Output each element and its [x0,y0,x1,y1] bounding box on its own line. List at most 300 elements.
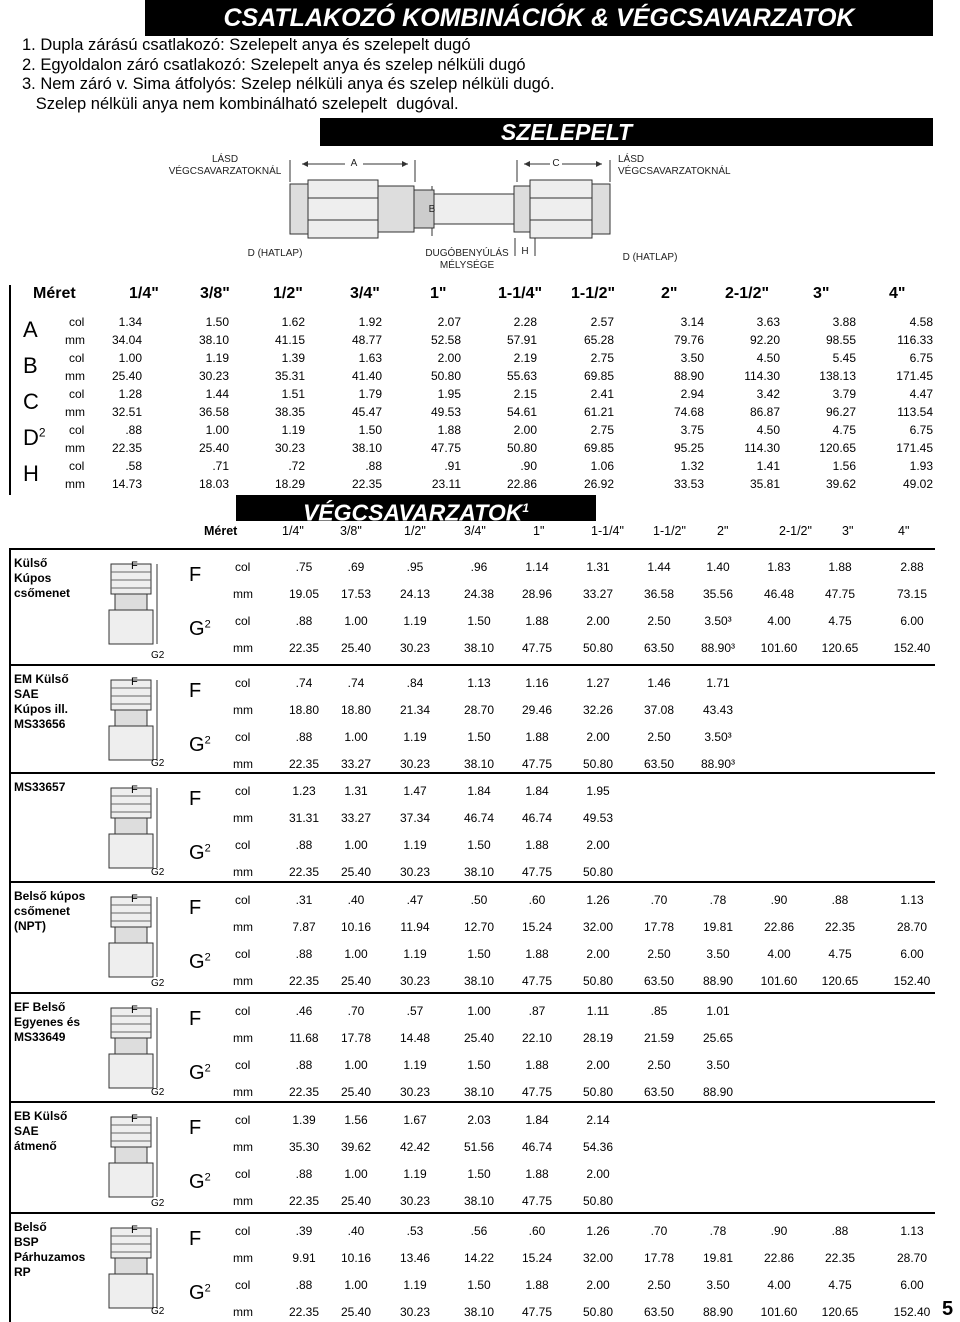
value-col: 1.11 [586,1004,610,1018]
value-mm: 22.35 [288,1194,320,1208]
value-mm: 38.10 [463,865,495,879]
d-hatlap-right-label: D (HATLAP) [622,252,678,263]
dim-b-label: B [428,204,436,215]
fitting-section [9,881,935,994]
value-mm: 63.50 [643,641,675,655]
row-letter-f: F [189,1117,202,1139]
value-mm: 39.62 [340,1140,372,1154]
row-letter-f: F [189,897,202,919]
value-col: 2.00 [586,1167,610,1181]
value-mm: 114.30 [744,369,780,383]
value-col: 1.26 [586,893,610,907]
value-col: 3.50 [706,1278,730,1292]
unit-mm: mm [233,1251,253,1265]
value-col: .88 [295,1167,313,1181]
value-mm: 50.80 [582,757,614,771]
value-col: 1.00 [344,838,368,852]
value-col: 1.13 [467,676,491,690]
value-col: 4.50 [756,351,780,365]
value-mm: 50.80 [430,369,461,383]
value-mm: 17.78 [340,1031,372,1045]
figure-part [115,594,147,610]
fitting-label: Külső Kúpos csőmenet [14,556,71,600]
row-letter-g: $G^2$ [189,734,211,756]
value-col: 4.50 [756,423,780,437]
value-col: 2.14 [586,1113,610,1127]
value-col: .88 [831,893,849,907]
value-col: 2.57 [590,315,614,329]
value-col: 1.84 [467,784,491,798]
intro-line: 1. Dupla zárású csatlakozó: Szelepelt anya és szelepelt dugó [22,36,471,54]
value-col: 1.19 [403,947,427,961]
size-header: 2-1/2" [725,285,770,302]
meret-label: Méret [204,524,238,538]
value-col: 1.13 [900,1224,924,1238]
value-mm: 46.74 [463,811,495,825]
value-mm: 33.27 [340,757,372,771]
size-header: 3/8" [200,285,230,302]
value-mm: 50.80 [506,441,537,455]
value-col: 3.50 [706,947,730,961]
value-mm: 38.10 [351,441,382,455]
value-mm: 18.03 [198,477,229,491]
intro-list [22,36,555,114]
value-mm: 41.40 [351,369,382,383]
value-mm: 95.25 [673,441,704,455]
value-mm: 32.51 [111,405,142,419]
row-letter-f: F [189,680,202,702]
value-col: 1.00 [344,730,368,744]
value-mm: 41.15 [274,333,305,347]
figure-part [109,726,153,760]
value-mm: 32.00 [582,920,614,934]
value-mm: 21.34 [399,703,431,717]
value-mm: 30.23 [399,1305,431,1319]
meret-label: Méret [33,285,76,302]
unit-col: col [235,614,251,628]
value-mm: 50.80 [582,865,614,879]
value-col: 4.00 [767,947,791,961]
lasd-left-label: LÁSD VÉGCSAVARZATOKNÁL [168,154,282,177]
value-col: 1.88 [525,947,549,961]
unit-col: col [69,423,85,437]
value-col: .70 [650,1224,668,1238]
value-mm: 38.35 [274,405,305,419]
value-mm: 24.13 [399,587,431,601]
value-col: 1.92 [358,315,382,329]
value-mm: 138.13 [819,369,856,383]
value-col: 1.27 [586,676,610,690]
figure-part [109,943,153,977]
value-mm: 28.70 [463,703,495,717]
value-mm: 34.04 [111,333,142,347]
value-mm: 47.75 [521,641,553,655]
value-col: 1.88 [525,1278,549,1292]
value-col: 2.50 [647,730,671,744]
value-col: 1.56 [832,459,856,473]
value-mm: 101.60 [760,1305,798,1319]
row-letter-g: $G^2$ [189,951,211,973]
value-col: 1.50 [205,315,229,329]
lasd-right-label: LÁSD VÉGCSAVARZATOKNÁL [618,154,731,177]
value-mm: 36.58 [198,405,229,419]
fitting-section [9,992,935,1103]
value-mm: 30.23 [274,441,305,455]
size-header: 1/2" [273,285,303,302]
value-col: 1.19 [403,614,427,628]
value-mm: 74.68 [673,405,704,419]
value-col: 1.23 [292,784,316,798]
value-col: .88 [365,459,382,473]
unit-mm: mm [65,441,85,455]
value-mm: 25.40 [340,1085,372,1099]
value-col: 3.88 [832,315,856,329]
value-col: 4.75 [828,947,852,961]
value-col: 2.50 [647,614,671,628]
value-col: .84 [406,676,424,690]
value-col: 1.83 [767,560,791,574]
value-col: 1.88 [525,1058,549,1072]
value-col: .40 [347,893,365,907]
value-col: 1.44 [647,560,671,574]
value-col: 2.00 [586,1058,610,1072]
value-mm: 73.15 [896,587,928,601]
size-header: 4" [889,285,906,302]
value-col: 1.00 [205,423,229,437]
size-header: 1-1/2" [571,285,616,302]
figure-part [115,710,147,726]
value-col: 1.67 [403,1113,427,1127]
unit-mm: mm [233,974,253,988]
value-mm: 61.21 [583,405,614,419]
value-col: .95 [406,560,424,574]
value-mm: 13.46 [399,1251,431,1265]
value-mm: 22.86 [506,477,537,491]
value-col: 1.00 [344,1278,368,1292]
unit-col: col [235,560,251,574]
size-header: 3/4" [464,524,486,538]
value-mm: 88.90³ [700,641,736,655]
value-mm: 63.50 [643,974,675,988]
value-mm: 30.23 [399,974,431,988]
value-col: 1.00 [344,614,368,628]
value-col: 3.50³ [704,730,732,744]
value-col: 1.26 [586,1224,610,1238]
size-header: 3/8" [340,524,362,538]
value-mm: 54.61 [506,405,537,419]
value-mm: 24.38 [463,587,495,601]
row-letter-b: B [23,353,38,378]
unit-col: col [235,730,251,744]
size-header: 2-1/2" [779,524,812,538]
value-col: .46 [295,1004,313,1018]
value-mm: 22.86 [763,1251,795,1265]
value-col: .74 [295,676,313,690]
size-header: 1-1/4" [591,524,624,538]
value-col: .90 [520,459,537,473]
value-col: .85 [650,1004,668,1018]
value-mm: 86.87 [749,405,780,419]
value-col: 1.31 [586,560,610,574]
value-mm: 25.40 [340,1194,372,1208]
value-mm: 22.35 [824,920,856,934]
size-header: 1/4" [129,285,159,302]
figure-label-f: F [131,1004,138,1016]
figure-label-g: G2 [151,867,165,878]
figure-part [109,1054,153,1088]
value-col: 1.28 [118,387,142,401]
value-mm: 114.30 [744,441,780,455]
value-mm: 92.20 [749,333,780,347]
unit-mm: mm [233,1085,253,1099]
value-mm: 50.80 [582,641,614,655]
value-mm: 63.50 [643,1305,675,1319]
value-mm: 10.16 [340,920,372,934]
value-col: .56 [470,1224,488,1238]
superscript: 2 [204,1171,211,1184]
value-mm: 23.11 [431,477,461,491]
superscript: 2 [38,425,46,440]
value-col: .88 [295,1278,313,1292]
unit-mm: mm [233,641,253,655]
value-col: 2.00 [513,423,537,437]
value-col: 2.00 [437,351,461,365]
value-col: .91 [444,459,461,473]
value-mm: 30.23 [399,641,431,655]
value-col: 1.95 [586,784,610,798]
value-col: 6.00 [900,947,924,961]
value-mm: 88.90 [702,1085,734,1099]
value-mm: 98.55 [825,333,856,347]
value-col: 1.63 [358,351,382,365]
value-col: 1.50 [358,423,382,437]
unit-col: col [235,1058,251,1072]
value-mm: 25.40 [198,441,229,455]
value-mm: 32.26 [582,703,614,717]
row-letter-g: $G^2$ [189,1171,211,1193]
figure-label-g: G2 [151,978,165,989]
figure-part [115,1038,147,1054]
value-col: 6.75 [909,351,933,365]
value-mm: 35.81 [749,477,780,491]
value-col: 1.50 [467,838,491,852]
figure-label-f: F [131,784,138,796]
value-col: 4.75 [832,423,856,437]
value-col: .72 [288,459,305,473]
row-letter-f: F [189,564,202,586]
intro-line: 3. Nem záró v. Sima átfolyós: Szelep nélküli anya és szelep nélküli dugó. [22,75,555,93]
value-col: 1.50 [467,1167,491,1181]
figure-part [109,834,153,868]
unit-mm: mm [65,477,85,491]
value-mm: 32.00 [582,1251,614,1265]
value-mm: 22.35 [288,1305,320,1319]
value-mm: 22.35 [351,477,382,491]
intro-line: 2. Egyoldalon záró csatlakozó: Szelepelt anya és szelep nélküli dugó [22,55,526,74]
value-col: 2.75 [590,423,614,437]
value-mm: 30.23 [198,369,229,383]
unit-col: col [235,893,251,907]
value-col: 1.32 [680,459,704,473]
value-col: 6.00 [900,614,924,628]
value-mm: 43.43 [702,703,734,717]
unit-mm: mm [233,865,253,879]
value-mm: 120.65 [819,441,856,455]
szelepelt-banner: SZELEPELT [320,118,933,146]
intro-line: Szelep nélküli anya nem kombinálható szelepelt dugóval. [22,94,459,113]
unit-col: col [69,459,85,473]
figure-label-g: G2 [151,1306,165,1317]
value-mm: 101.60 [760,641,798,655]
unit-col: col [235,1167,251,1181]
unit-mm: mm [65,369,85,383]
value-mm: 51.56 [463,1140,495,1154]
unit-col: col [235,676,251,690]
value-col: 1.00 [344,1167,368,1181]
value-col: 1.06 [590,459,614,473]
value-col: 2.00 [586,947,610,961]
value-col: .31 [295,893,313,907]
value-col: 1.39 [281,351,305,365]
row-letter-a: A [23,317,38,342]
row-letter-h: H [23,461,39,486]
value-col: .69 [347,560,365,574]
value-mm: 49.53 [582,811,614,825]
value-col: 1.88 [525,1167,549,1181]
figure-label-g: G2 [151,1198,165,1209]
value-mm: 35.56 [702,587,734,601]
value-col: 1.14 [525,560,549,574]
value-col: 1.47 [403,784,427,798]
value-col: 3.50 [706,1058,730,1072]
fitting-section [9,1101,935,1214]
row-letter-f: F [189,1228,202,1250]
value-mm: 38.10 [463,641,495,655]
value-mm: 63.50 [643,1085,675,1099]
value-mm: 36.58 [643,587,675,601]
value-col: 1.00 [467,1004,491,1018]
unit-mm: mm [233,1140,253,1154]
value-col: 1.46 [647,676,671,690]
size-header: 3" [842,524,854,538]
size-header: 1-1/4" [498,285,543,302]
row-letter-g: $G^2$ [189,842,211,864]
value-mm: 101.60 [760,974,798,988]
value-mm: 33.53 [673,477,704,491]
vegcsavarzatok-banner: VÉGCSAVARZATOK$^1$ [236,495,596,521]
size-header: 1/2" [404,524,426,538]
value-mm: 30.23 [399,757,431,771]
value-col: .40 [347,1224,365,1238]
unit-mm: mm [233,757,253,771]
value-col: 4.00 [767,1278,791,1292]
value-col: 2.03 [467,1113,491,1127]
value-col: 2.15 [513,387,537,401]
value-col: 1.88 [525,838,549,852]
fitting-section [9,772,935,883]
value-mm: 113.54 [897,405,933,419]
unit-mm: mm [233,920,253,934]
size-header: 1-1/2" [653,524,686,538]
row-letter-d: $D^2$ [23,425,46,450]
unit-col: col [69,315,85,329]
value-col: 2.88 [900,560,924,574]
value-mm: 17.53 [340,587,372,601]
value-col: .74 [347,676,365,690]
value-col: 1.88 [828,560,852,574]
superscript: 2 [204,842,211,855]
fitting-label: EB Külső SAE átmenő [14,1109,68,1153]
value-mm: 18.80 [288,703,320,717]
row-letter-g: $G^2$ [189,1282,211,1304]
value-mm: 38.10 [198,333,229,347]
value-mm: 22.35 [288,1085,320,1099]
d-hatlap-left-label: D (HATLAP) [247,248,303,259]
value-col: 3.75 [680,423,704,437]
row-letter-f: F [189,1008,202,1030]
value-mm: 120.65 [821,974,859,988]
value-mm: 50.80 [582,1305,614,1319]
value-col: 4.75 [828,614,852,628]
value-col: 1.88 [525,730,549,744]
value-col: 3.63 [756,315,780,329]
value-mm: 28.19 [582,1031,614,1045]
value-mm: 28.96 [521,587,553,601]
value-mm: 30.23 [399,1194,431,1208]
value-mm: 120.65 [821,641,859,655]
value-col: .78 [709,893,727,907]
value-mm: 49.02 [902,477,933,491]
value-col: 1.50 [467,614,491,628]
fitting-label: Belső BSP Párhuzamos RP [14,1220,86,1279]
value-col: 2.00 [586,730,610,744]
value-mm: 33.27 [340,811,372,825]
value-mm: 25.40 [340,1305,372,1319]
value-col: 3.50³ [704,614,732,628]
value-mm: 25.65 [702,1031,734,1045]
value-mm: 46.74 [521,811,553,825]
superscript: 2 [204,1282,211,1295]
value-col: 1.19 [403,730,427,744]
dim-c-label: C [552,158,560,169]
value-col: 4.47 [909,387,933,401]
value-mm: 19.81 [702,920,734,934]
value-mm: 9.91 [292,1251,316,1265]
value-col: 2.50 [647,1278,671,1292]
unit-col: col [235,1278,251,1292]
value-mm: 69.85 [583,369,614,383]
value-col: 1.88 [437,423,461,437]
value-mm: 50.80 [582,974,614,988]
figure-part [109,1163,153,1197]
unit-mm: mm [233,1194,253,1208]
value-col: 1.79 [358,387,382,401]
fitting-section [9,1212,935,1322]
value-mm: 42.42 [399,1140,431,1154]
value-mm: 31.31 [288,811,320,825]
value-col: .88 [831,1224,849,1238]
value-col: .78 [709,1224,727,1238]
value-mm: 47.75 [521,1085,553,1099]
value-mm: 65.28 [583,333,614,347]
value-mm: 79.76 [673,333,704,347]
superscript: 2 [204,618,211,631]
value-mm: 45.47 [351,405,382,419]
value-mm: 14.48 [399,1031,431,1045]
value-col: 1.00 [118,351,142,365]
value-col: 1.19 [205,351,229,365]
value-mm: 88.90³ [700,757,736,771]
